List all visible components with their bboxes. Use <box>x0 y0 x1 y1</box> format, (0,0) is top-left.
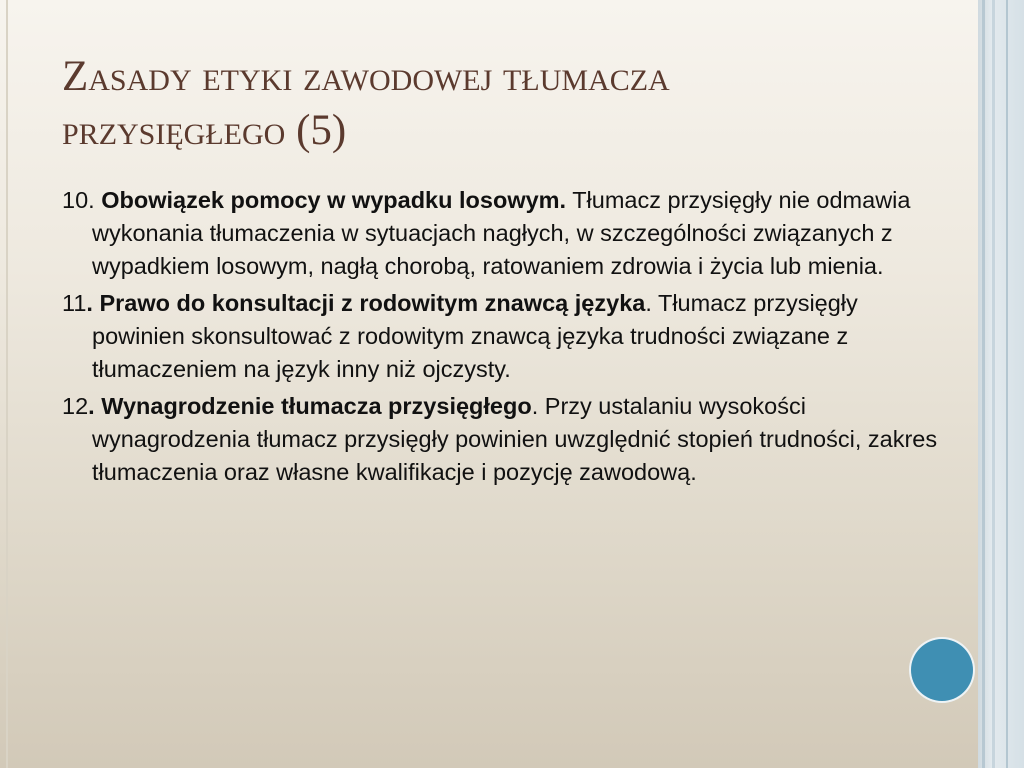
item-number: 10. <box>62 187 102 213</box>
slide-title-line-1: Zasady etyki zawodowej tłumacza <box>62 53 670 100</box>
item-separator: . <box>645 290 658 316</box>
item-heading: Obowiązek pomocy w wypadku losowym. <box>101 187 567 213</box>
slide-body <box>62 184 942 493</box>
item-text: Tłumacz przysięgły powinien skonsultować z rodowitym znawcą języka trudności związane z tłumaczeniem na język inny niż ojczysty. <box>92 290 858 382</box>
slide-title <box>62 50 942 158</box>
list-item-11 <box>62 287 942 386</box>
item-number: 11 <box>62 290 87 316</box>
right-band-stripe <box>992 0 995 768</box>
right-band-stripe <box>1006 0 1008 768</box>
accent-circle <box>911 639 973 701</box>
item-text: Przy ustalaniu wysokości wynagrodzenia tłumacz przysięgły powinien uwzględnić stopień trudności, zakres tłumaczenia oraz własne kwalifikacje i pozycję zawodową. <box>92 393 938 485</box>
item-heading: . Wynagrodzenie tłumacza przysięgłego <box>88 393 532 419</box>
item-separator: . <box>531 393 545 419</box>
item-heading: . Prawo do konsultacji z rodowitym znawcą języka <box>86 290 646 316</box>
left-border-line <box>6 0 8 768</box>
list-item-10 <box>62 184 942 283</box>
slide-title-line-2: przysięgłego (5) <box>62 107 347 154</box>
right-band-stripe <box>982 0 985 768</box>
item-text: Tłumacz przysięgły nie odmawia wykonania tłumaczenia w sytuacjach nagłych, w szczególności związanych z wypadkiem losowym, nagłą chorobą, ratowaniem zdrowia i życia lub mienia. <box>92 187 911 279</box>
list-item-12 <box>62 390 942 489</box>
item-number: 12 <box>62 393 89 419</box>
